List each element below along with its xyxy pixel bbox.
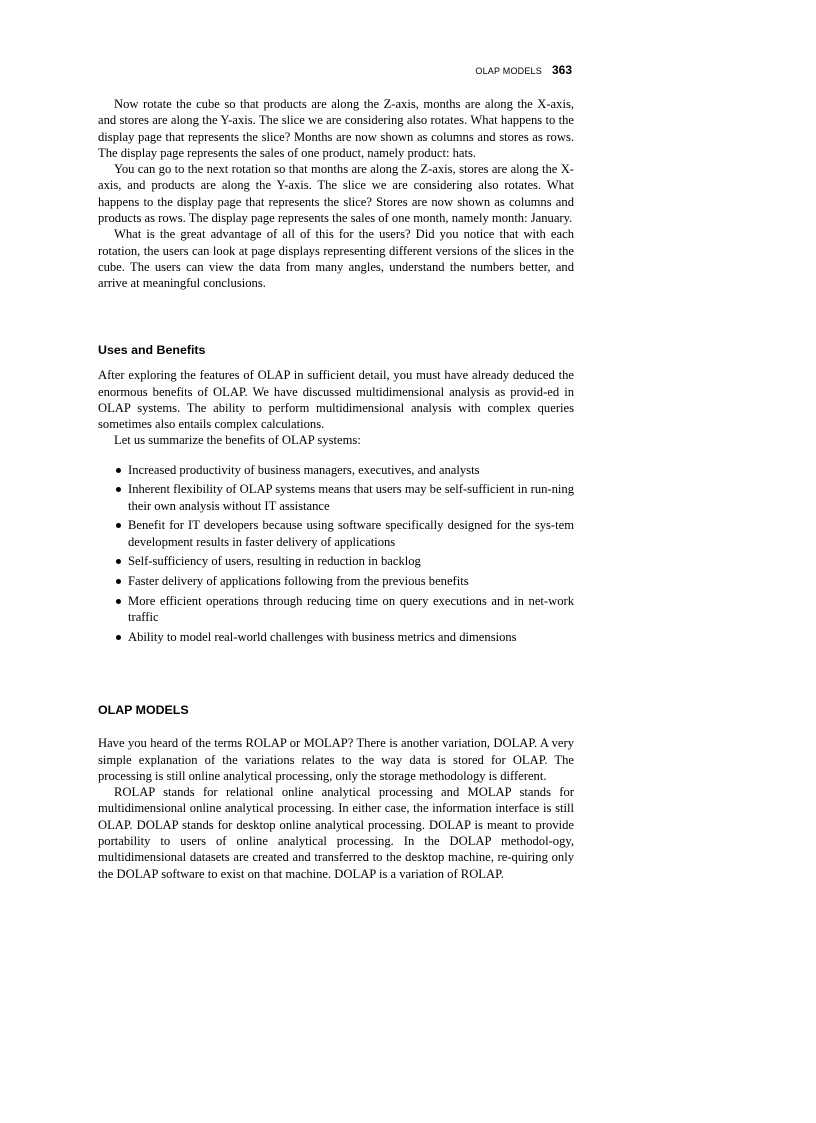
benefit-item: Self-sufficiency of users, resulting in reduction in backlog <box>98 553 574 569</box>
intro-paragraph-1: Now rotate the cube so that products are along the Z-axis, months are along the X-axis, and stores are along the Y-axis. The slice we are considering also rotates. What happens to the display page that represents the slice? Months are now shown as columns and stores as rows. The display page represents the sales of one product, namely product: hats. <box>98 97 574 160</box>
intro-paragraph-3: What is the great advantage of all of this for the users? Did you notice that with each rotation, the users can look at page displays representing different versions of the slices in the cube. The users can view the data from many angles, understand the numbers better, and arrive at meaningful conclusions. <box>98 227 574 291</box>
benefits-paragraph-2: Let us summarize the benefits of OLAP systems: <box>114 433 361 448</box>
benefits-paragraph-1: After exploring the features of OLAP in sufficient detail, you must have already deduced the enormous benefits of OLAP. We have discussed multidimensional analysis as provid-ed in OLAP systems. The ability to perform multidimensional analysis with complex queries sometimes also entails complex calculations. <box>98 368 574 432</box>
benefit-item: Benefit for IT developers because using software specifically designed for the sys-tem development results in faster delivery of applications <box>98 517 574 550</box>
benefit-item: Faster delivery of applications following from the previous benefits <box>98 573 574 589</box>
running-header-title: OLAP MODELS <box>475 66 542 76</box>
benefit-item: Increased productivity of business managers, executives, and analysts <box>98 462 574 478</box>
benefit-item: Inherent flexibility of OLAP systems means that users may be self-sufficient in run-ning their own analysis without IT assistance <box>98 481 574 514</box>
running-header <box>475 63 572 77</box>
intro-section <box>98 96 574 292</box>
olap-models-heading: OLAP MODELS <box>98 703 189 717</box>
uses-benefits-section <box>98 342 574 648</box>
benefit-item: More efficient operations through reducing time on query executions and in net-work traffic <box>98 593 574 626</box>
olap-models-paragraph-1: Have you heard of the terms ROLAP or MOLAP? There is another variation, DOLAP. A very simple explanation of the variations relates to the way data is stored for OLAP. The processing is still online analytical processing, only the storage methodology is different. <box>98 736 574 783</box>
olap-models-section <box>98 702 574 882</box>
olap-models-paragraph-2: ROLAP stands for relational online analytical processing and MOLAP stands for multidimensional online analytical processing. In either case, the information interface is still OLAP. DOLAP stands for desktop online analytical processing. DOLAP is meant to provide portability to users of online analytical processing. In the DOLAP methodol-ogy, multidimensional datasets are created and transferred to the desktop machine, re-quiring only the DOLAP software to exist on that machine. DOLAP is a variation of ROLAP. <box>98 785 574 881</box>
page-number: 363 <box>551 63 572 77</box>
benefits-list <box>98 462 574 645</box>
uses-benefits-heading: Uses and Benefits <box>98 343 206 357</box>
benefit-item: Ability to model real-world challenges with business metrics and dimensions <box>98 629 574 645</box>
intro-paragraph-2: You can go to the next rotation so that months are along the Z-axis, stores are along the X-axis, and products are along the Y-axis. The slice we are considering also rotates. What happens to the display page that represents the slice? Stores are now shown as columns and products as rows. The display page represents the sales of one month, namely month: January. <box>98 162 574 226</box>
